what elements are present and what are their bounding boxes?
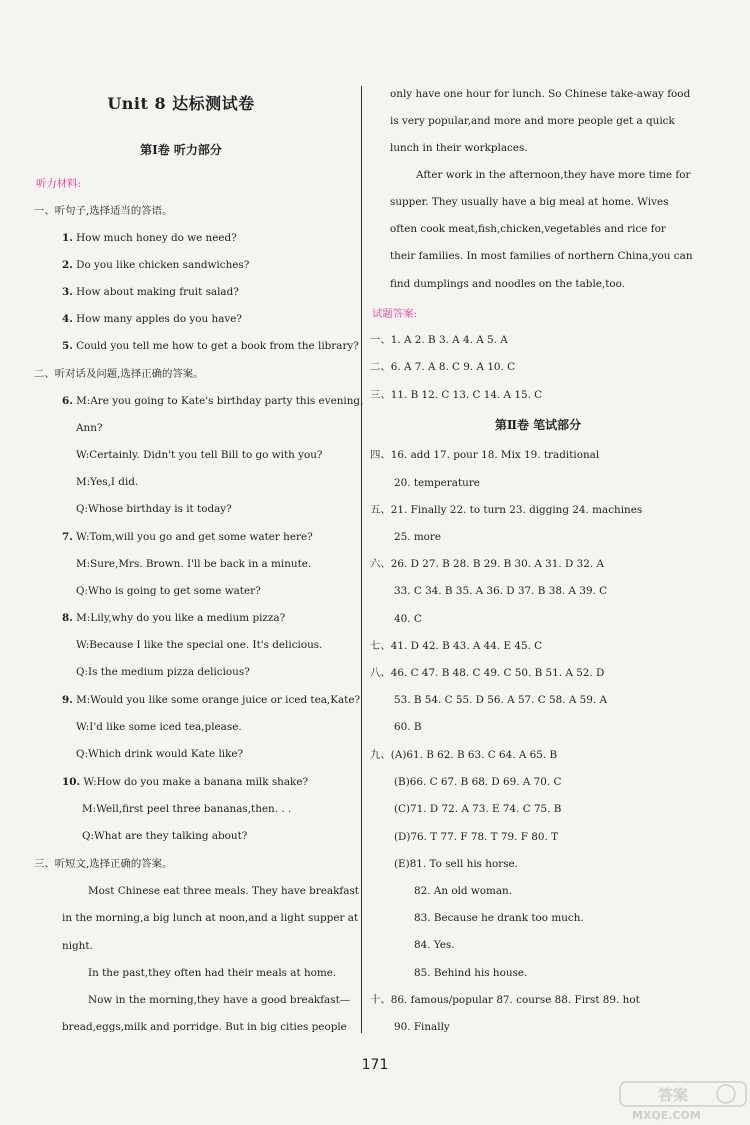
dialogue-9-line-1: 9. M:Would you like some orange juice or iced tea,Kate? (62, 694, 361, 706)
answers-part-10: 十、86. famous/popular 87. course 88. First 89. hot (370, 994, 640, 1006)
dialogue-8-line-2: W:Because I like the special one. It's delicious. (76, 639, 323, 651)
answers-part-9-a: 九、(A)61. B 62. B 63. C 64. A 65. B (370, 749, 558, 761)
answers-part-8: 八、46. C 47. B 48. C 49. C 50. B 51. A 52. D (370, 667, 605, 679)
section2-instruction: 二、听对话及问题,选择正确的答案。 (34, 368, 204, 380)
passage-line-1: Most Chinese eat three meals. They have breakfast (88, 885, 359, 897)
site-watermark-logo (618, 1080, 748, 1122)
answers-part-5: 五、21. Finally 22. to turn 23. digging 24. machines (370, 504, 643, 516)
dialogue-7-line-2: M:Sure,Mrs. Brown. I'll be back in a minute. (76, 558, 312, 570)
svg-text:答案: 答案 (658, 1086, 689, 1104)
page-number: 171 (361, 1057, 389, 1073)
dialogue-8-question: Q:Is the medium pizza delicious? (76, 666, 250, 678)
section3-instruction: 三、听短文,选择正确的答案。 (34, 858, 173, 870)
answers-part-9-e-85: 85. Behind his house. (414, 967, 528, 979)
passage-line-2: in the morning,a big lunch at noon,and a light supper at (62, 912, 359, 924)
answers-part-9-e: (E)81. To sell his horse. (394, 858, 518, 870)
dialogue-7-question: Q:Who is going to get some water? (76, 585, 261, 597)
answers-part-6-row-2: 33. C 34. B 35. A 36. D 37. B 38. A 39. C (394, 585, 608, 597)
answers-part-10-cont: 90. Finally (394, 1021, 450, 1033)
answers-part-6: 六、26. D 27. B 28. B 29. B 30. A 31. D 32. A (370, 558, 604, 570)
dialogue-6-line-4: M:Yes,I did. (76, 476, 139, 488)
dialogue-10-line-1: 10. W:How do you make a banana milk shake? (62, 776, 309, 788)
sentence-5: 5. Could you tell me how to get a book from the library? (62, 340, 359, 352)
answers-part-6-row-3: 40. C (394, 613, 422, 625)
passage-line-8: is very popular,and more and more people get a quick (390, 115, 675, 127)
dialogue-10-question: Q:What are they talking about? (82, 830, 248, 842)
answers-part-9-e-82: 82. An old woman. (414, 885, 513, 897)
passage-line-3: night. (62, 940, 93, 952)
dialogue-10-line-2: M:Well,first peel three bananas,then. . . (82, 803, 292, 815)
dialogue-6-line-2: Ann? (76, 422, 103, 434)
dialogue-9-question: Q:Which drink would Kate like? (76, 748, 244, 760)
passage-line-10: After work in the afternoon,they have more time for (416, 169, 691, 181)
answers-part-4: 四、16. add 17. pour 18. Mix 19. traditional (370, 449, 600, 461)
sentence-3: 3. How about making fruit salad? (62, 286, 239, 298)
answers-part-9-d: (D)76. T 77. F 78. T 79. F 80. T (394, 831, 558, 843)
answers-part-8-row-3: 60. B (394, 721, 422, 733)
answers-part-7: 七、41. D 42. B 43. A 44. E 45. C (370, 640, 543, 652)
passage-line-14: find dumplings and noodles on the table,too. (390, 278, 626, 290)
passage-line-4: In the past,they often had their meals at home. (88, 967, 337, 979)
passage-line-11: supper. They usually have a big meal at home. Wives (390, 196, 669, 208)
passage-line-7: only have one hour for lunch. So Chinese take-away food (390, 88, 691, 100)
answers-part-5-cont: 25. more (394, 531, 442, 543)
answers-part-8-row-2: 53. B 54. C 55. D 56. A 57. C 58. A 59. A (394, 694, 607, 706)
answers-part-9-e-83: 83. Because he drank too much. (414, 912, 584, 924)
passage-line-6: bread,eggs,milk and porridge. But in big cities people (62, 1021, 347, 1033)
column-divider (361, 86, 362, 1033)
section1-instruction: 一、听句子,选择适当的答语。 (34, 205, 173, 217)
dialogue-8-line-1: 8. M:Lily,why do you like a medium pizza? (62, 612, 286, 624)
dialogue-6-line-1: 6. M:Are you going to Kate's birthday party this evening, (62, 395, 364, 407)
svg-text:MXQE.COM: MXQE.COM (632, 1109, 701, 1122)
answers-part-1: 一、1. A 2. B 3. A 4. A 5. A (370, 334, 508, 346)
sentence-2: 2. Do you like chicken sandwiches? (62, 259, 250, 271)
answers-part-9-b: (B)66. C 67. B 68. D 69. A 70. C (394, 776, 562, 788)
answers-label: 试题答案: (372, 308, 418, 320)
answers-part-9-c: (C)71. D 72. A 73. E 74. C 75. B (394, 803, 562, 815)
answers-part-9-e-84: 84. Yes. (414, 939, 455, 951)
dialogue-6-question: Q:Whose birthday is it today? (76, 503, 232, 515)
sentence-4: 4. How many apples do you have? (62, 313, 243, 325)
answers-part-3: 三、11. B 12. C 13. C 14. A 15. C (370, 389, 543, 401)
dialogue-9-line-2: W:I'd like some iced tea,please. (76, 721, 242, 733)
part1-heading: 第Ⅰ卷 听力部分 (140, 143, 222, 157)
listening-material-label: 听力材料: (36, 178, 82, 190)
passage-line-13: their families. In most families of northern China,you can (390, 250, 693, 262)
passage-line-9: lunch in their workplaces. (390, 142, 528, 154)
passage-line-5: Now in the morning,they have a good breakfast— (88, 994, 351, 1006)
answers-part-2: 二、6. A 7. A 8. C 9. A 10. C (370, 361, 516, 373)
passage-line-12: often cook meat,fish,chicken,vegetables and rice for (390, 223, 666, 235)
dialogue-6-line-3: W:Certainly. Didn't you tell Bill to go with you? (76, 449, 323, 461)
sentence-1: 1. How much honey do we need? (62, 232, 237, 244)
page-title: Unit 8 达标测试卷 (107, 94, 255, 113)
answers-part-4-cont: 20. temperature (394, 477, 480, 489)
part2-heading: 第Ⅱ卷 笔试部分 (494, 418, 582, 432)
dialogue-7-line-1: 7. W:Tom,will you go and get some water here? (62, 531, 313, 543)
